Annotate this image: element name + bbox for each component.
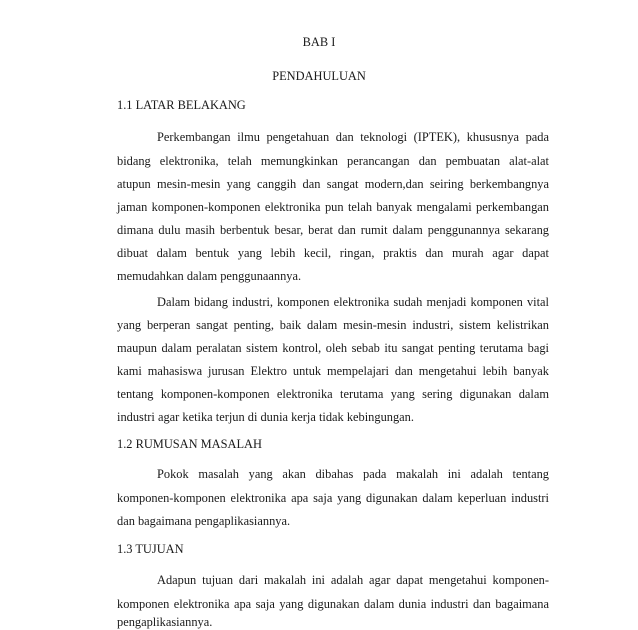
paragraph-line: maupun dalam peralatan sistem kontrol, oleh sebab itu sangat penting terutama bagi [117,341,549,355]
paragraph-line: Adapun tujuan dari makalah ini adalah agar dapat mengetahui komponen- [157,573,549,587]
paragraph-line: tentang komponen-komponen elektronika terutama yang sering digunakan dalam [117,387,549,401]
paragraph-line: Pokok masalah yang akan dibahas pada makalah ini adalah tentang [157,467,549,481]
paragraph-line: atupun mesin-mesin yang canggih dan sangat modern,dan seiring berkembangnya [117,177,549,191]
paragraph-line: dibuat dalam bentuk yang lebih kecil, ringan, praktis dan murah agar dapat [117,246,549,260]
paragraph-line: bidang elektronika, telah memungkinkan perancangan dan pembuatan alat-alat [117,154,549,168]
paragraph-line: yang berperan sangat penting, baik dalam mesin-mesin industri, sistem kelistrikan [117,318,549,332]
paragraph-line: jaman komponen-komponen elektronika pun telah banyak mengalami perkembangan [117,200,549,214]
paragraph-line: dan bagaimana pengaplikasiannya. [117,514,291,528]
paragraph-line: komponen-komponen elektronika apa saja yang digunakan dalam keperluan industri [117,491,549,505]
paragraph-line: Perkembangan ilmu pengetahuan dan teknologi (IPTEK), khususnya pada [157,130,549,144]
chapter-label: BAB I [302,35,336,49]
paragraph-line: industri agar ketika terjun di dunia kerja tidak kebingungan. [117,410,414,424]
paragraph-line: dimana dulu masih berbentuk besar, berat dan rumit dalam penggunannya sekarang [117,223,549,237]
paragraph-line: Dalam bidang industri, komponen elektronika sudah menjadi komponen vital [157,295,549,309]
paragraph-line: memudahkan dalam penggunaannya. [117,269,302,283]
chapter-title: PENDAHULUAN [272,69,366,83]
section-heading-1-1: 1.1 LATAR BELAKANG [117,98,246,112]
paragraph-line: kami mahasiswa jurusan Elektro untuk mempelajari dan mengetahui lebih banyak [117,364,549,378]
paragraph-line: pengaplikasiannya. [117,615,213,629]
paragraph-line: komponen elektronika apa saja yang digunakan dalam dunia industri dan bagaimana [117,597,549,611]
section-heading-1-3: 1.3 TUJUAN [117,542,184,556]
section-heading-1-2: 1.2 RUMUSAN MASALAH [117,437,262,451]
